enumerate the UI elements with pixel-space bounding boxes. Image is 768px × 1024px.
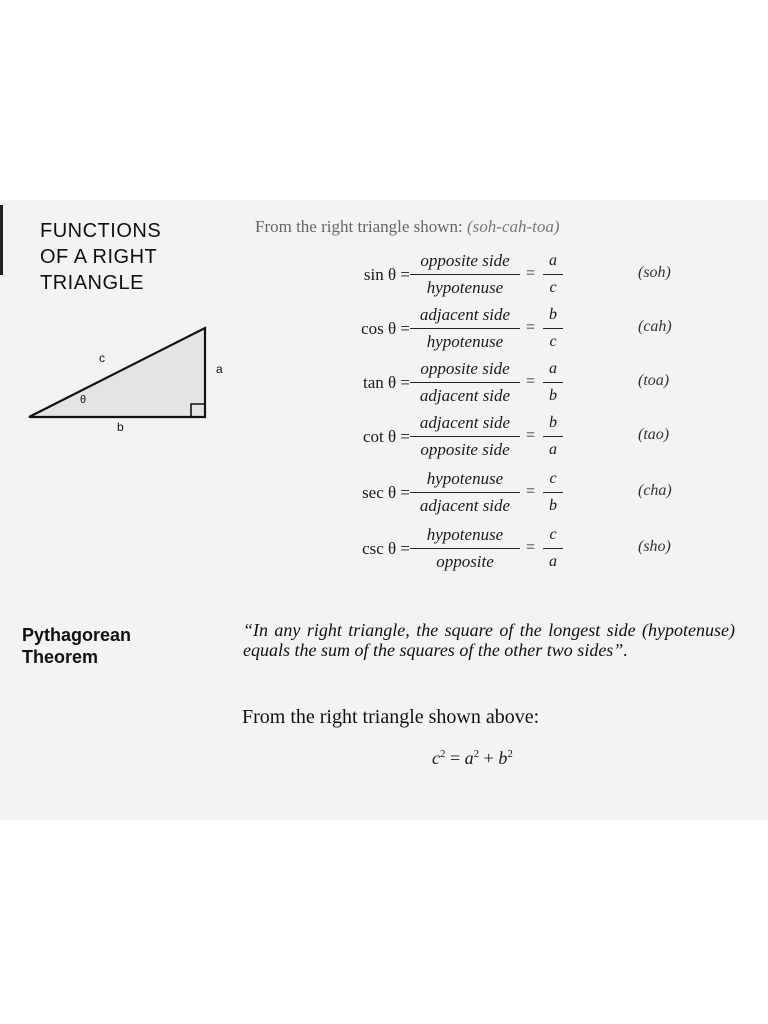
triangle-label-b: b (117, 420, 124, 434)
ratio-denominator: adjacent side (419, 386, 511, 406)
equation-row-sin (300, 249, 700, 305)
letter-numerator: b (549, 306, 557, 323)
letter-numerator: a (549, 252, 557, 269)
heading-line-2: OF A RIGHT (40, 246, 158, 268)
ratio-numerator: adjacent side (419, 305, 511, 324)
right-triangle-figure (25, 320, 225, 425)
function-name: tan θ = (363, 373, 410, 392)
fraction-bar (410, 492, 520, 493)
letter-numerator: a (549, 360, 557, 377)
function-name: csc θ = (362, 539, 410, 558)
ratio-numerator: opposite side (420, 251, 510, 270)
letter-numerator: c (549, 526, 557, 543)
formula-a-exponent: 2 (473, 748, 480, 760)
function-name: sin θ = (363, 265, 410, 284)
letter-fraction (543, 303, 563, 354)
letter-fraction (543, 249, 563, 300)
triangle-shape (29, 328, 205, 417)
letter-fraction (543, 467, 563, 518)
fraction-bar (543, 548, 563, 549)
fraction-bar (410, 436, 520, 437)
mnemonic-tag: (tao) (638, 426, 670, 443)
pythagorean-heading-line-2: Theorem (22, 647, 99, 667)
ratio-denominator: opposite side (420, 440, 510, 460)
equals-sign: = (526, 427, 536, 444)
ratio-fraction (410, 467, 520, 518)
heading-line-3: TRIANGLE (40, 272, 145, 294)
intro-mnemonic: (soh-cah-toa) (467, 217, 560, 236)
mnemonic-tag: (cah) (638, 318, 672, 335)
letter-denominator: c (549, 333, 557, 351)
formula-equals: = (445, 748, 465, 768)
intro-text: From the right triangle shown: (255, 217, 463, 236)
pythagorean-formula (432, 748, 513, 769)
ratio-denominator: opposite (436, 552, 494, 572)
ratio-denominator: adjacent side (419, 496, 511, 516)
formula-b: b (498, 748, 508, 768)
right-triangle-drawing (25, 320, 225, 420)
fraction-bar (543, 382, 563, 383)
ratio-numerator: hypotenuse (426, 525, 504, 544)
formula-b-exponent: 2 (507, 748, 513, 760)
ratio-denominator: hypotenuse (426, 332, 504, 352)
fraction-bar (410, 274, 520, 275)
mnemonic-tag: (toa) (638, 372, 670, 389)
fraction-bar (543, 328, 563, 329)
equals-sign: = (526, 373, 536, 390)
letter-numerator: b (549, 414, 557, 431)
fraction-bar (410, 328, 520, 329)
triangle-label-theta: θ (80, 394, 87, 406)
ratio-numerator: opposite side (420, 359, 510, 378)
letter-denominator: a (549, 553, 557, 571)
equals-sign: = (526, 265, 536, 282)
function-name: sec θ = (362, 483, 410, 502)
formula-plus: + (479, 748, 499, 768)
formula-a: a (464, 748, 474, 768)
mnemonic-tag: (soh) (638, 264, 671, 281)
functions-heading (40, 218, 161, 296)
intro-line (255, 217, 560, 237)
letter-denominator: c (549, 279, 557, 297)
ratio-fraction (410, 411, 520, 462)
equation-row-tan (300, 357, 700, 413)
ratio-numerator: adjacent side (419, 413, 511, 432)
fraction-bar (543, 274, 563, 275)
ratio-fraction (410, 357, 520, 408)
function-name: cot θ = (363, 427, 410, 446)
ratio-fraction (410, 303, 520, 354)
formula-c: c (432, 748, 440, 768)
ratio-denominator: hypotenuse (426, 278, 504, 298)
equals-sign: = (526, 539, 536, 556)
mnemonic-tag: (cha) (638, 482, 672, 499)
triangle-label-a: a (216, 362, 223, 376)
fraction-bar (543, 492, 563, 493)
function-name: cos θ = (361, 319, 410, 338)
equation-row-cos (300, 303, 700, 359)
equation-row-sec (300, 467, 700, 523)
fraction-bar (410, 548, 520, 549)
formula-c-exponent: 2 (440, 748, 446, 760)
ratio-fraction (410, 523, 520, 574)
equals-sign: = (526, 319, 536, 336)
equation-row-csc (300, 523, 700, 579)
pythagorean-heading (22, 624, 131, 668)
equation-row-cot (300, 411, 700, 467)
theorem-quote: “In any right triangle, the square of the longest side (hypotenuse) equals the sum of the squares of the other two sides”. (243, 620, 735, 660)
mnemonic-tag: (sho) (638, 538, 671, 555)
letter-fraction (543, 357, 563, 408)
letter-fraction (543, 411, 563, 462)
pythagorean-heading-line-1: Pythagorean (22, 625, 132, 645)
letter-denominator: b (549, 387, 557, 405)
from-above-text: From the right triangle shown above: (242, 706, 540, 728)
letter-numerator: c (549, 470, 557, 487)
page-edge-mark (0, 205, 3, 275)
letter-denominator: b (549, 497, 557, 515)
fraction-bar (410, 382, 520, 383)
equals-sign: = (526, 483, 536, 500)
ratio-numerator: hypotenuse (426, 469, 504, 488)
ratio-fraction (410, 249, 520, 300)
letter-fraction (543, 523, 563, 574)
triangle-label-c: c (99, 351, 105, 365)
letter-denominator: a (549, 441, 557, 459)
fraction-bar (543, 436, 563, 437)
heading-line-1: FUNCTIONS (40, 220, 162, 242)
